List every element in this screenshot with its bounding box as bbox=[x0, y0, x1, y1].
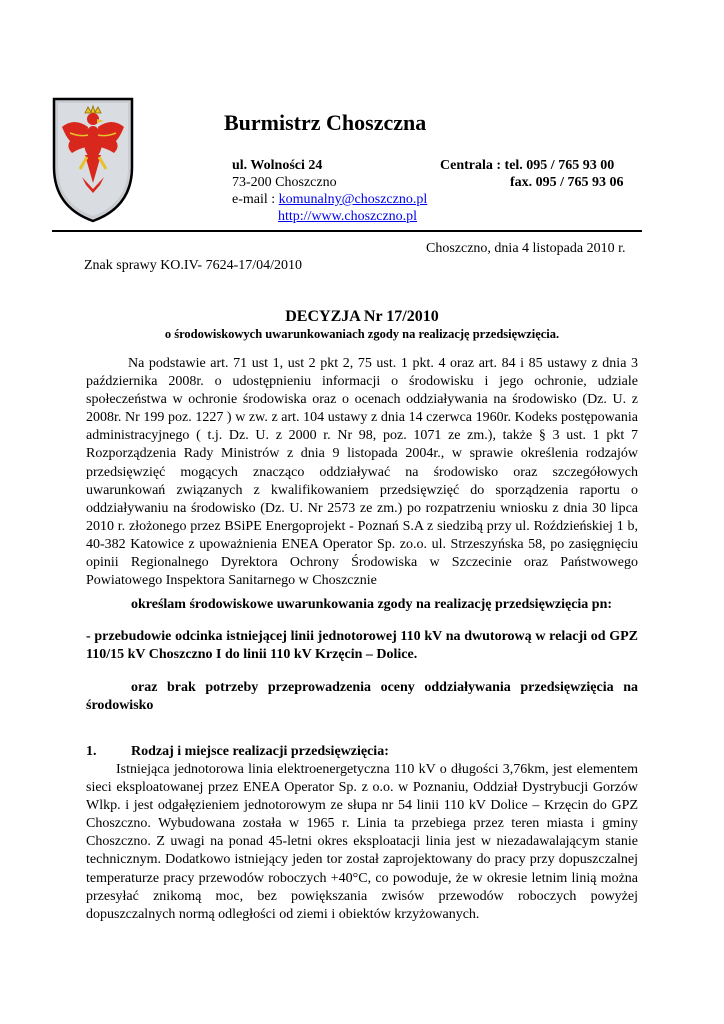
office-street: ul. Wolności 24 bbox=[232, 158, 323, 173]
case-reference: Znak sprawy KO.IV- 7624-17/04/2010 bbox=[84, 258, 303, 273]
section-title: Rodzaj i miejsce realizacji przedsięwzięcia: bbox=[131, 744, 389, 759]
header-divider bbox=[52, 230, 642, 232]
decision-declaration: określam środowiskowe uwarunkowania zgody na realizację przedsięwzięcia pn: bbox=[131, 597, 613, 612]
section-heading bbox=[86, 744, 389, 760]
email-label: e-mail : bbox=[232, 192, 279, 207]
office-city: 73-200 Choszczno bbox=[232, 175, 337, 190]
project-description: - przebudowie odcinka istniejącej linii jednotorowej 110 kV na dwutorową w relacji od GPZ 110/15 kV Choszczno I do linii 110 kV Krzęcin – Dolice. bbox=[86, 629, 638, 663]
office-phone: Centrala : tel. 095 / 765 93 00 bbox=[440, 158, 615, 173]
decision-subtitle: o środowiskowych uwarunkowaniach zgody na realizację przedsięwzięcia. bbox=[164, 327, 560, 341]
office-website-line bbox=[278, 208, 417, 225]
email-link[interactable]: komunalny@choszczno.pl bbox=[278, 192, 428, 207]
decision-title: DECYZJA Nr 17/2010 bbox=[285, 308, 439, 325]
office-fax: fax. 095 / 765 93 06 bbox=[510, 175, 624, 190]
legal-basis-paragraph: Na podstawie art. 71 ust 1, ust 2 pkt 2, 75 ust. 1 pkt. 4 oraz art. 84 i 85 ustawy z dnia 3 października 2008r. o udostępnieniu informacji o środowisku i jego ochronie, udziale społeczeństwa w ochronie środowiska oraz o ocenach oddziaływania na środowisko (Dz. U. z 2008r. Nr 199 poz. 1227 ) w zw. z art. 104 ustawy z dnia 14 czerwca 1960r. Kodeks postępowania administracyjnego ( t.j. Dz. U. z 2000 r. Nr 98, poz. 1071 ze zm.), także § 3 ust. 1 pkt 7 Rozporządzenia Rady Ministrów z dnia 9 listopada 2004r., w sprawie określenia rodzajów przedsięwzięć mogących znacząco oddziaływać na środowisko oraz szczegółowych uwarunkowań związanych z kwalifikowaniem przedsięwzięć do sporządzenia raportu o oddziaływaniu na środowisko (Dz. U. Nr 2573 ze zm.) po rozpatrzeniu wniosku z dnia 30 lipca 2010 r. złożonego przez BSiPE Energoprojekt - Poznań S.A z siedzibą przy ul. Roździeńskiej 1 b, 40-382 Katowice z upoważnienia ENEA Operator Sp. zo.o. ul. Strzeszyńska 58, po zasięgnięciu opinii Regionalnego Dyrektora Ochrony Środowiska w Szczecinie oraz Państwowego Powiatowego Inspektora Sanitarnego w Choszcznie bbox=[86, 356, 638, 589]
office-email-line bbox=[232, 191, 427, 208]
website-link[interactable]: http://www.choszczno.pl bbox=[278, 209, 418, 224]
page-title: Burmistrz Choszczna bbox=[224, 110, 427, 135]
section-number: 1. bbox=[86, 744, 97, 759]
coat-of-arms-eagle-icon bbox=[52, 97, 134, 223]
no-assessment-statement: oraz brak potrzeby przeprowadzenia oceny oddziaływania przedsięwzięcia na środowisko bbox=[86, 680, 638, 714]
place-date: Choszczno, dnia 4 listopada 2010 r. bbox=[426, 241, 626, 256]
section-body: Istniejąca jednotorowa linia elektroenergetyczna 110 kV o długości 3,76km, jest elementem sieci eksploatowanej przez ENEA Operator Sp. z o.o. w Poznaniu, Oddział Dystrybucji Gorzów Wlkp. i jest odgałęzieniem jednotorowym ze słupa nr 54 linii 110 kV Dolice – Krzęcin do GPZ Choszczno. Wybudowana została w 1965 r. Linia ta przebiega przez teren miasta i gminy Choszczno. Z uwagi na ponad 45-letni okres eksploatacji linia jest w niezadawalającym stanie technicznym. Dodatkowo istniejący jeden tor został zaprojektowany do pracy przy dopuszczalnej temperaturze pracy przewodów roboczych +40°C, co powoduje, że w okresie letnim linią można przesyłać znikomą moc, bez powiększania zwisów przewodów roboczych powyżej dopuszczalnych normą odległości od ziemi i obiektów krzyżowanych. bbox=[86, 762, 638, 922]
